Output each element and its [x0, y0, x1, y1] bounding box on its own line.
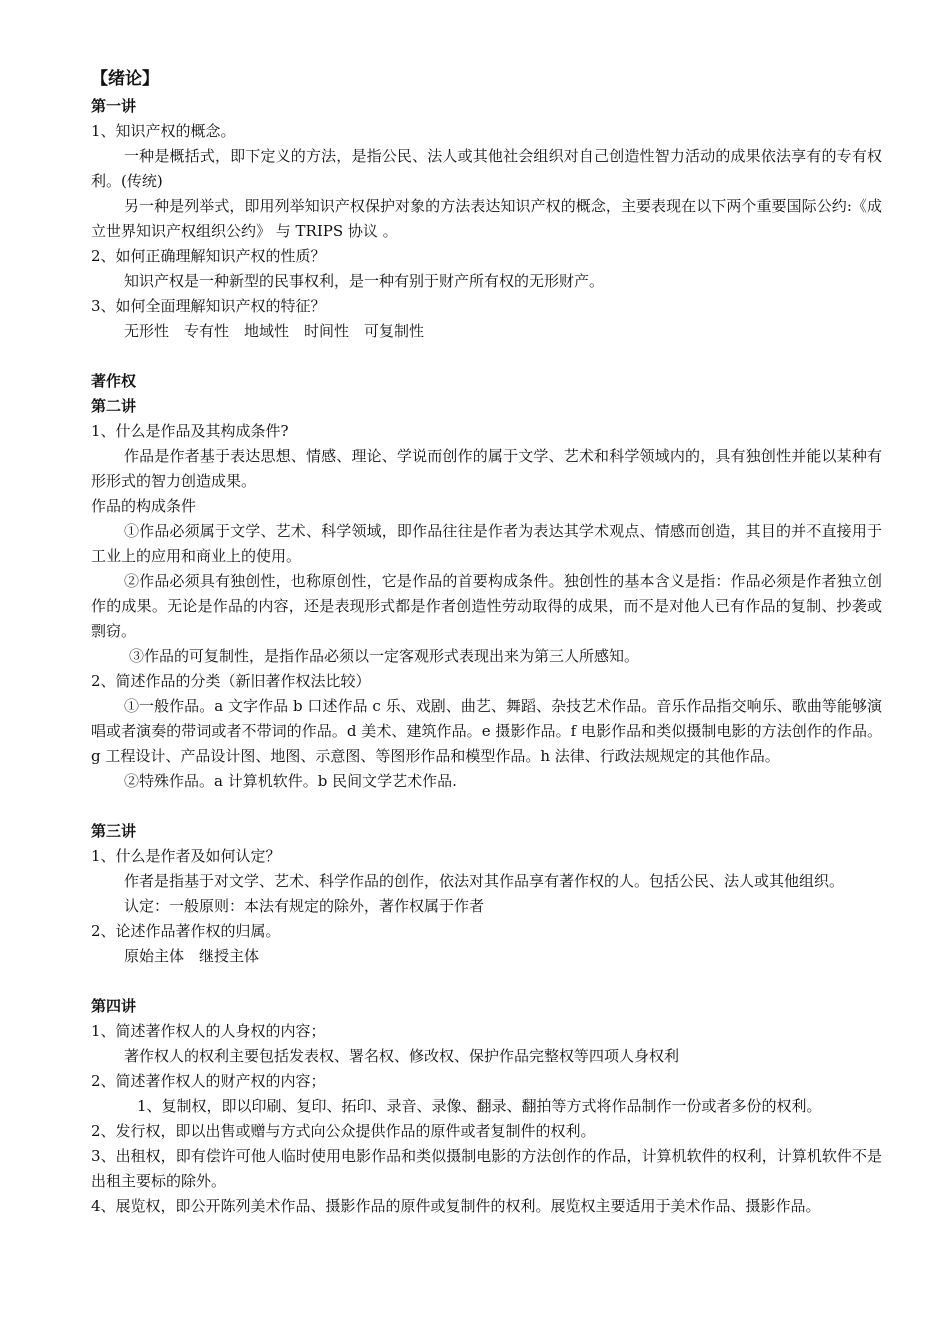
property-right-1: 1、复制权，即以印刷、复印、拓印、录音、录像、翻录、翻拍等方式将作品制作一份或者多份的权利。	[137, 1097, 822, 1115]
intro-question-2: 2、如何正确理解知识产权的性质？	[91, 247, 326, 265]
lecture-3-question-2: 2、论述作品著作权的归属。	[91, 922, 281, 940]
work-conditions-title: 作品的构成条件	[91, 497, 197, 515]
intro-answer-2: 知识产权是一种新型的民事权利，是一种有别于财产所有权的无形财产。	[124, 272, 605, 290]
lecture-4-question-1: 1、简述著作权人的人身权的内容；	[91, 1022, 326, 1040]
lecture-2-question-2: 2、简述作品的分类（新旧著作权法比较）	[91, 672, 371, 690]
lecture-3-answer-1b: 认定：一般原则：本法有规定的除外，著作权属于作者	[124, 897, 485, 915]
intro-answer-1a: 一种是概括式，即下定义的方法，是指公民、法人或其他社会组织对自己创造性智力活动的成果依法享有的专有权利。(传统)	[91, 147, 882, 190]
lecture-2-question-1: 1、什么是作品及其构成条件?	[91, 422, 289, 440]
intro-question-3: 3、如何全面理解知识产权的特征？	[91, 297, 326, 315]
lecture-3-heading: 第三讲	[91, 822, 137, 840]
copyright-section-title: 著作权	[91, 372, 137, 390]
lecture-4-answer-1: 著作权人的权利主要包括发表权、署名权、修改权、保护作品完整权等四项人身权利	[124, 1047, 680, 1065]
work-condition-3: ③作品的可复制性，是指作品必须以一定客观形式表现出来为第三人所感知。	[129, 647, 640, 665]
work-condition-1: ①作品必须属于文学、艺术、科学领域，即作品往往是作者为表达其学术观点、情感而创造，其目的并不直接用于工业上的应用和商业上的使用。	[91, 522, 882, 565]
property-right-3: 3、出租权，即有偿许可他人临时使用电影作品和类似摄制电影的方法创作的作品，计算机软件的权利，计算机软件不是出租主要标的除外。	[91, 1147, 882, 1190]
lecture-2-answer-1: 作品是作者基于表达思想、情感、理论、学说而创作的属于文学、艺术和科学领域内的，具有独创性并能以某种有形形式的智力创造成果。	[91, 447, 882, 490]
lecture-4-heading: 第四讲	[91, 997, 137, 1015]
intro-answer-1b: 另一种是列举式，即用列举知识产权保护对象的方法表达知识产权的概念，主要表现在以下两个重要国际公约:《成立世界知识产权组织公约》 与 TRIPS 协议 。	[91, 197, 882, 240]
work-condition-2: ②作品必须具有独创性，也称原创性，它是作品的首要构成条件。独创性的基本含义是指：作品必须是作者独立创作的成果。无论是作品的内容，还是表现形式都是作者创造性劳动取得的成果，而不是对他人已有作品的复制、抄袭或剽窃。	[91, 572, 882, 640]
spacer	[91, 794, 882, 819]
intro-title: 【绪论】	[91, 69, 159, 89]
lecture-3-answer-1a: 作者是指基于对文学、艺术、科学作品的创作，依法对其作品享有著作权的人。包括公民、法人或其他组织。	[124, 872, 845, 890]
work-classification-general: ①一般作品。a 文字作品 b 口述作品 c 乐、戏剧、曲艺、舞蹈、杂技艺术作品。音乐作品指交响乐、歌曲等能够演唱或者演奏的带词或者不带词的作品。d 美术、建筑作品。e 摄影作品。f 电影作品和类似摄制电影的方法创作的作品。g 工程设计、产品设计图、地图、示意图、等图形作品和模型作品。h 法律、行政法规规定的其他作品。	[91, 697, 882, 765]
intro-question-1: 1、知识产权的概念。	[91, 122, 236, 140]
work-classification-special: ②特殊作品。a 计算机软件。b 民间文学艺术作品.	[124, 772, 457, 790]
property-right-4: 4、展览权，即公开陈列美术作品、摄影作品的原件或复制件的权利。展览权主要适用于美术作品、摄影作品。	[91, 1197, 821, 1215]
lecture-2-heading: 第二讲	[91, 397, 137, 415]
spacer	[91, 969, 882, 994]
lecture-1-heading: 第一讲	[91, 97, 137, 115]
intro-answer-3: 无形性 专有性 地域性 时间性 可复制性	[124, 322, 425, 340]
property-right-2: 2、发行权，即以出售或赠与方式向公众提供作品的原件或者复制件的权利。	[91, 1122, 596, 1140]
lecture-4-question-2: 2、简述著作权人的财产权的内容；	[91, 1072, 326, 1090]
spacer	[91, 344, 882, 369]
lecture-3-answer-2: 原始主体 继授主体	[124, 947, 260, 965]
lecture-3-question-1: 1、什么是作者及如何认定？	[91, 847, 281, 865]
